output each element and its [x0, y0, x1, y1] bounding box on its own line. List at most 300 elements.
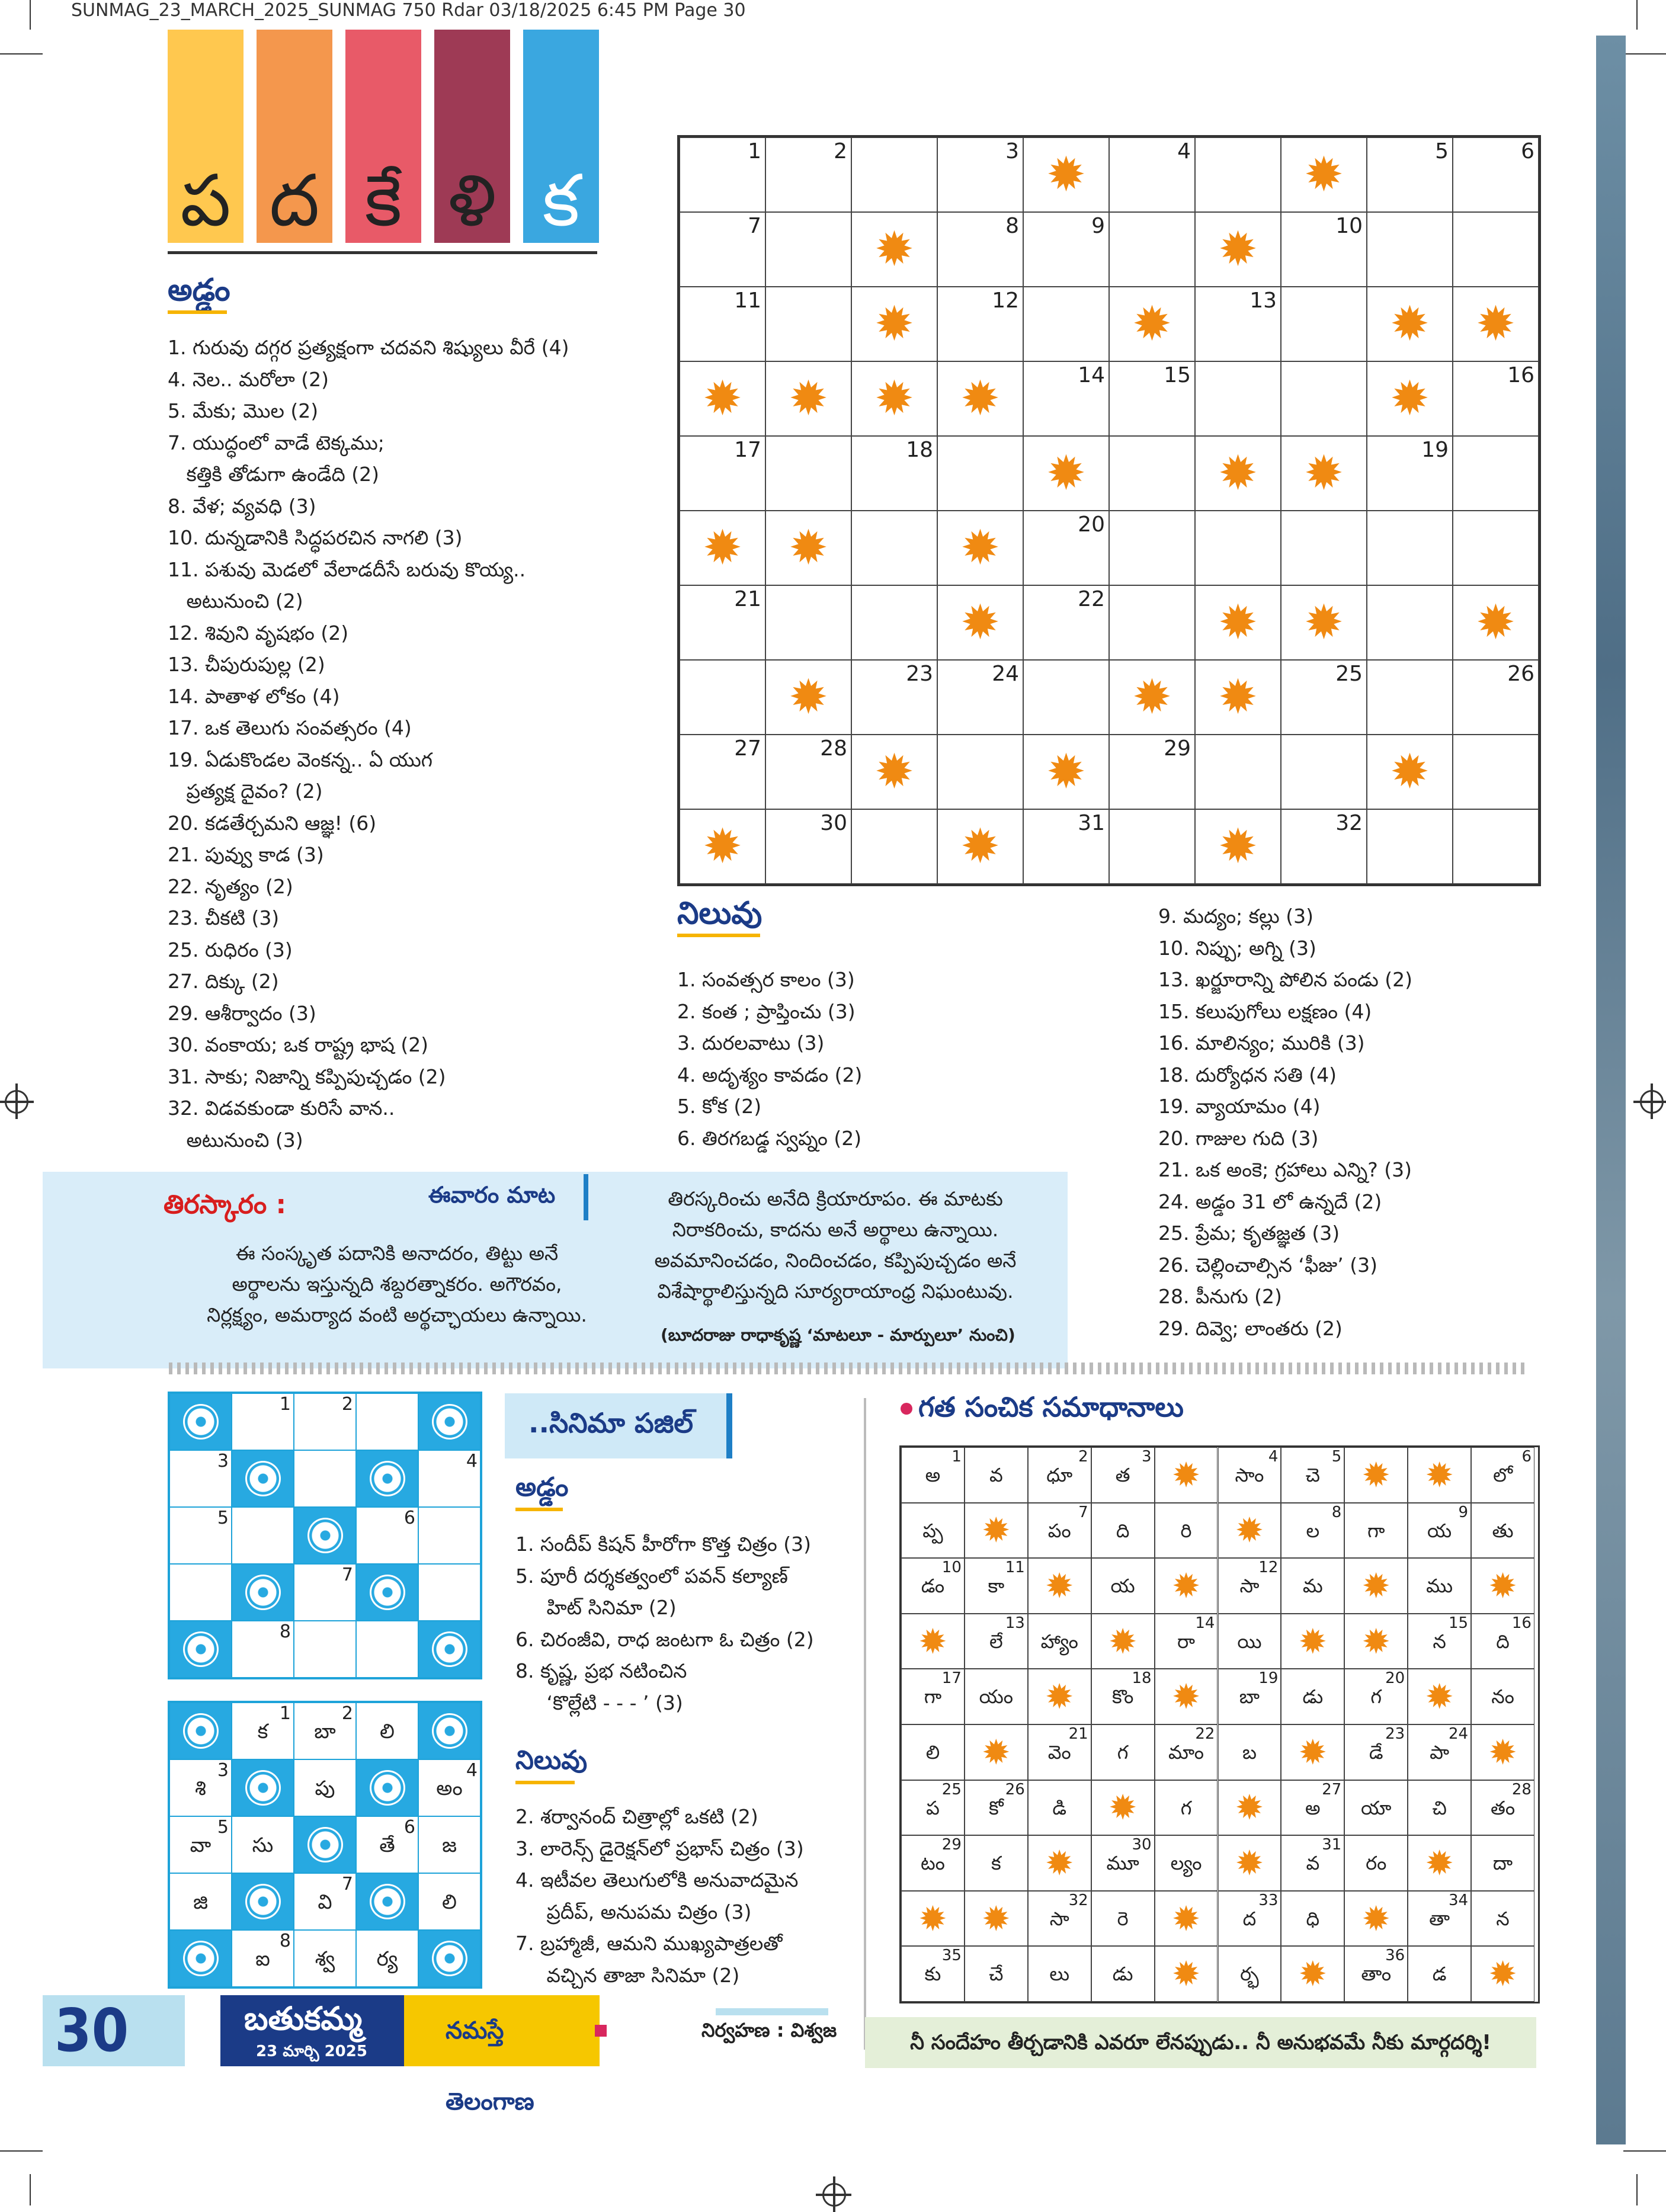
- column-divider: [864, 1398, 866, 2050]
- grid-cell[interactable]: [169, 1450, 232, 1507]
- star-icon: ✹: [788, 520, 829, 575]
- solution-cell: [901, 1669, 965, 1724]
- footer: [43, 1995, 600, 2115]
- grid-cell[interactable]: [294, 1564, 356, 1621]
- answer-letter: బా: [314, 1720, 336, 1743]
- clue-number: 2: [341, 1394, 353, 1415]
- flower-icon: [432, 1941, 467, 1976]
- star-icon: ✹: [960, 371, 1001, 426]
- page-edge-image: [1596, 36, 1626, 2144]
- grid-cell: [356, 1759, 418, 1816]
- heading-underline: [168, 310, 227, 314]
- solution-cell: [1471, 1447, 1534, 1503]
- clue-number: 15: [1448, 1614, 1469, 1632]
- solution-cell: [901, 1614, 965, 1669]
- solution-letter: చె: [1305, 1464, 1320, 1486]
- star-icon: ✹: [874, 371, 915, 426]
- clue-number: 22: [1195, 1725, 1215, 1743]
- clue-line: 14. పాతాళ లోకం (4): [168, 684, 340, 708]
- grid-cell[interactable]: [1023, 809, 1109, 884]
- grid-cell: [1109, 287, 1195, 361]
- grid-cell[interactable]: [1453, 137, 1539, 212]
- grid-cell[interactable]: [680, 735, 765, 809]
- grid-cell: [418, 1703, 480, 1759]
- clue-number: 7: [1078, 1503, 1088, 1521]
- grid-cell: [1453, 287, 1539, 361]
- solution-letter: టం: [920, 1852, 945, 1875]
- star-icon: ✹: [1045, 1842, 1074, 1883]
- flower-icon: [245, 1575, 281, 1610]
- clue-number: 25: [1335, 662, 1363, 686]
- answer-letter: సు: [252, 1833, 274, 1857]
- word-of-week-tag: ఈవారం మాట: [400, 1174, 588, 1220]
- solution-letter: డే: [1369, 1741, 1383, 1764]
- grid-cell: [232, 1703, 294, 1759]
- solution-cell: [901, 1558, 965, 1614]
- grid-cell[interactable]: [1109, 212, 1195, 287]
- grid-cell: [169, 1703, 232, 1759]
- grid-cell[interactable]: [680, 436, 765, 511]
- clue-number: 29: [941, 1836, 962, 1854]
- solution-letter: ము: [1426, 1575, 1453, 1598]
- grid-cell[interactable]: [765, 585, 851, 660]
- solution-letter: యా: [1361, 1796, 1392, 1819]
- star-icon: ✹: [1171, 1676, 1201, 1717]
- clue-line: 17. ఒక తెలుగు సంవత్సరం (4): [168, 716, 412, 739]
- flower-icon: [245, 1770, 281, 1806]
- grid-cell[interactable]: [169, 1564, 232, 1621]
- grid-cell[interactable]: [1281, 735, 1367, 809]
- solution-letter: సా: [1049, 1907, 1069, 1930]
- grid-cell[interactable]: [1281, 212, 1367, 287]
- clue-line: వచ్చిన తాజా సినిమా (2): [515, 1963, 740, 1987]
- grid-cell: [1195, 212, 1281, 287]
- grid-cell[interactable]: [1453, 212, 1539, 287]
- grid-cell: [232, 1930, 294, 1987]
- grid-cell: [294, 1759, 356, 1816]
- star-icon: ✹: [874, 222, 915, 277]
- solution-cell: [901, 1946, 965, 2002]
- star-icon: ✹: [1389, 296, 1430, 351]
- grid-cell[interactable]: [1367, 212, 1453, 287]
- grid-cell[interactable]: [680, 660, 765, 735]
- grid-cell[interactable]: [232, 1507, 294, 1564]
- grid-cell[interactable]: [1023, 361, 1109, 436]
- title-letter: ళి: [448, 160, 496, 242]
- grid-cell: [1281, 137, 1367, 212]
- solution-letter: డ: [1432, 1963, 1447, 1986]
- cinema-down-heading: నిలువు: [515, 1745, 588, 1775]
- flower-icon: [183, 1713, 219, 1749]
- grid-cell[interactable]: [232, 1393, 294, 1450]
- grid-cell[interactable]: [937, 287, 1023, 361]
- answer-letter: జి: [193, 1890, 208, 1914]
- answer-letter: వా: [190, 1833, 212, 1857]
- solution-cell: [901, 1891, 965, 1947]
- grid-cell: [680, 361, 765, 436]
- solution-cell: [1471, 1780, 1534, 1836]
- solution-cell: [1408, 1614, 1471, 1669]
- grid-cell: [356, 1816, 418, 1873]
- answer-letter: లి: [442, 1890, 457, 1914]
- clue-number: 11: [734, 288, 761, 313]
- solution-cell: [1091, 1724, 1155, 1780]
- clue-number: 12: [1258, 1559, 1279, 1577]
- grid-cell: [294, 1873, 356, 1930]
- grid-cell[interactable]: [680, 287, 765, 361]
- grid-cell[interactable]: [1023, 660, 1109, 735]
- solution-letter: గా: [924, 1685, 942, 1708]
- answer-letter: పు: [315, 1777, 335, 1800]
- grid-cell: [294, 1703, 356, 1759]
- clue-line: 26. చెల్లించాల్సిన ‘ఫీజు’ (3): [1158, 1253, 1377, 1277]
- grid-cell: [232, 1564, 294, 1621]
- solution-letter: తా: [1429, 1907, 1450, 1930]
- clue-line: 7. బ్రహ్మాజీ, ఆమని ముఖ్యపాత్రలతో: [515, 1932, 783, 1955]
- solution-cell: [1408, 1503, 1471, 1559]
- grid-cell[interactable]: [356, 1621, 418, 1678]
- solution-letter: యం: [979, 1685, 1014, 1708]
- clue-line: 28. పీనుగు (2): [1158, 1285, 1282, 1308]
- grid-cell[interactable]: [1453, 809, 1539, 884]
- answer-letter: ర్య: [376, 1947, 398, 1971]
- solution-cell: [1344, 1614, 1408, 1669]
- grid-cell[interactable]: [1453, 735, 1539, 809]
- grid-cell: [169, 1816, 232, 1873]
- grid-cell[interactable]: [765, 212, 851, 287]
- star-icon: ✹: [1488, 1565, 1517, 1606]
- grid-cell[interactable]: [851, 436, 937, 511]
- solution-cell: [1155, 1724, 1218, 1780]
- grid-cell[interactable]: [1453, 361, 1539, 436]
- star-icon: ✹: [1108, 1787, 1138, 1828]
- solution-cell: [1218, 1614, 1281, 1669]
- solution-letter: య: [1110, 1575, 1135, 1598]
- grid-cell[interactable]: [765, 735, 851, 809]
- solution-cell: [1028, 1558, 1091, 1614]
- grid-cell[interactable]: [418, 1564, 480, 1621]
- solution-letter: లే: [989, 1630, 1003, 1653]
- grid-cell: [356, 1450, 418, 1507]
- grid-cell[interactable]: [765, 436, 851, 511]
- grid-cell[interactable]: [1281, 511, 1367, 585]
- solution-cell: [1028, 1780, 1091, 1836]
- solution-letter: పా: [1430, 1741, 1450, 1764]
- flower-icon: [183, 1941, 219, 1976]
- grid-cell[interactable]: [1281, 287, 1367, 361]
- grid-cell[interactable]: [851, 585, 937, 660]
- grid-cell[interactable]: [1109, 511, 1195, 585]
- word-meaning-left: ఈ సంస్కృత పదానికి అనాదరం, తిట్టు అనే అర్థాలను ఇస్తున్నది శబ్దరత్నాకరం. అగౌరవం, నిర్లక్ష్యం, అమర్యాద వంటి అర్థచ్ఛాయలు ఉన్నాయి.: [207, 1242, 587, 1326]
- grid-cell[interactable]: [1367, 585, 1453, 660]
- star-icon: ✹: [1389, 744, 1430, 799]
- grid-cell[interactable]: [1109, 735, 1195, 809]
- grid-cell[interactable]: [294, 1621, 356, 1678]
- star-icon: ✹: [1218, 222, 1258, 277]
- grid-cell[interactable]: [1109, 361, 1195, 436]
- cinema-answer-grid: [168, 1701, 482, 1989]
- clue-line: 21. ఒక అంకె; గ్రహాలు ఎన్ని? (3): [1158, 1158, 1412, 1181]
- clue-line: 12. శివుని వృషభం (2): [168, 621, 349, 645]
- answer-letter: లి: [380, 1720, 395, 1743]
- grid-cell[interactable]: [1023, 287, 1109, 361]
- star-icon: ✹: [1235, 1787, 1264, 1828]
- grid-cell: [418, 1393, 480, 1450]
- flower-icon: [183, 1404, 219, 1440]
- grid-cell: [680, 809, 765, 884]
- clue-number: 7: [748, 214, 761, 238]
- solution-cell: [1281, 1503, 1344, 1559]
- solution-cell: [1028, 1946, 1091, 2002]
- star-icon: ✹: [1046, 744, 1087, 799]
- solution-letter: ధూ: [1046, 1464, 1073, 1486]
- solution-letter: లో: [1493, 1464, 1513, 1486]
- grid-cell[interactable]: [294, 1450, 356, 1507]
- grid-cell[interactable]: [1453, 436, 1539, 511]
- grid-cell[interactable]: [1195, 287, 1281, 361]
- solution-cell: [1281, 1669, 1344, 1724]
- solution-grid: [899, 1445, 1540, 2003]
- clue-line: 11. పశువు మెడలో వేలాడదీసే బరువు కొయ్య..: [168, 557, 526, 581]
- flower-icon: [370, 1884, 405, 1919]
- solution-letter: రె: [1117, 1907, 1129, 1930]
- grid-cell: [1195, 660, 1281, 735]
- answer-letter: తే: [379, 1833, 395, 1857]
- clue-number: 3: [217, 1760, 229, 1781]
- solution-cell: [1281, 1614, 1344, 1669]
- clue-number: 10: [941, 1559, 962, 1577]
- grid-cell: [356, 1703, 418, 1759]
- star-icon: ✹: [1218, 669, 1258, 724]
- clue-line: 20. గాజుల గుది (3): [1158, 1126, 1319, 1150]
- grid-cell[interactable]: [294, 1393, 356, 1450]
- solution-letter: న: [1496, 1907, 1510, 1930]
- grid-cell[interactable]: [937, 660, 1023, 735]
- grid-cell[interactable]: [765, 137, 851, 212]
- section-divider: [169, 1363, 1526, 1374]
- grid-cell: [1023, 735, 1109, 809]
- grid-cell: [232, 1873, 294, 1930]
- grid-cell: [169, 1873, 232, 1930]
- grid-cell: [937, 809, 1023, 884]
- clue-number: 6: [403, 1817, 415, 1838]
- clue-line: 20. కడతేర్చమని ఆజ్ఞ! (6): [168, 811, 377, 835]
- flower-icon: [370, 1575, 405, 1610]
- word-meaning-right: తిరస్కరించు అనేది క్రియారూపం. ఈ మాటకు నిరాకరించు, కాదను అనే అర్థాలు ఉన్నాయి. అవమానించడం, నిందించడం, కప్పిపుచ్చడం అనే విశేషార్థాలిస్తున్నది సూర్యరాయాంధ్ర నిఘంటువు.: [654, 1187, 1017, 1303]
- grid-cell[interactable]: [1023, 511, 1109, 585]
- grid-cell[interactable]: [851, 511, 937, 585]
- solution-letter: వెం: [1047, 1741, 1071, 1764]
- grid-cell: [418, 1621, 480, 1678]
- solution-letter: సా: [1239, 1575, 1260, 1598]
- solution-cell: [1155, 1780, 1218, 1836]
- grid-cell[interactable]: [1281, 660, 1367, 735]
- grid-cell: [356, 1873, 418, 1930]
- solution-letter: అ: [925, 1464, 941, 1486]
- clue-line: 4. ఇటీవల తెలుగులోకి అనువాదమైన: [515, 1868, 799, 1892]
- grid-cell[interactable]: [1109, 585, 1195, 660]
- solution-letter: చే: [989, 1963, 1004, 1986]
- grid-cell[interactable]: [418, 1450, 480, 1507]
- grid-cell[interactable]: [851, 137, 937, 212]
- grid-cell[interactable]: [1281, 361, 1367, 436]
- star-icon: ✹: [1235, 1510, 1264, 1551]
- grid-cell[interactable]: [1367, 137, 1453, 212]
- cinema-puzzle-grid[interactable]: [168, 1392, 482, 1679]
- grid-cell[interactable]: [232, 1621, 294, 1678]
- solution-letter: చి: [1432, 1796, 1447, 1819]
- grid-cell[interactable]: [765, 287, 851, 361]
- grid-cell[interactable]: [1023, 212, 1109, 287]
- clue-number: 32: [1068, 1891, 1088, 1909]
- answer-letter: శ్వ: [315, 1947, 335, 1971]
- star-icon: ✹: [1361, 1898, 1391, 1939]
- grid-cell: [851, 287, 937, 361]
- clue-number: 32: [1335, 811, 1363, 835]
- grid-cell: [1453, 585, 1539, 660]
- grid-cell[interactable]: [937, 137, 1023, 212]
- clue-number: 24: [1448, 1725, 1469, 1743]
- flower-icon: [307, 1518, 343, 1553]
- solution-letter: నం: [1491, 1685, 1514, 1708]
- grid-cell[interactable]: [1453, 660, 1539, 735]
- grid-cell[interactable]: [356, 1393, 418, 1450]
- clue-number: 3: [1142, 1448, 1152, 1466]
- star-icon: ✹: [1298, 1621, 1328, 1662]
- grid-cell[interactable]: [1453, 511, 1539, 585]
- grid-cell[interactable]: [851, 809, 937, 884]
- grid-cell[interactable]: [1367, 809, 1453, 884]
- star-icon: ✹: [982, 1510, 1011, 1551]
- solution-heading: గత సంచిక సమాధానాలు: [918, 1391, 1184, 1423]
- star-icon: ✹: [960, 520, 1001, 575]
- grid-cell[interactable]: [937, 436, 1023, 511]
- grid-cell[interactable]: [1367, 436, 1453, 511]
- grid-cell[interactable]: [1195, 511, 1281, 585]
- solution-letter: ల: [1306, 1519, 1320, 1542]
- solution-cell: [1091, 1835, 1155, 1891]
- grid-cell[interactable]: [418, 1507, 480, 1564]
- title-rule: [168, 251, 597, 254]
- clue-line: 1. సంవత్సర కాలం (3): [677, 968, 855, 991]
- star-icon: ✹: [1218, 445, 1258, 501]
- star-icon: ✹: [918, 1621, 947, 1662]
- clue-number: 27: [1322, 1780, 1342, 1799]
- clue-number: 29: [1164, 736, 1191, 761]
- solution-cell: [1408, 1891, 1471, 1947]
- solution-letter: గ: [1180, 1796, 1192, 1819]
- clue-number: 36: [1385, 1947, 1405, 1965]
- grid-cell[interactable]: [356, 1507, 418, 1564]
- solution-cell: [1218, 1891, 1281, 1947]
- clue-number: 26: [1507, 662, 1534, 686]
- title-block: [345, 30, 421, 243]
- clue-number: 28: [1511, 1780, 1532, 1799]
- star-icon: ✹: [960, 819, 1001, 874]
- grid-cell[interactable]: [1195, 361, 1281, 436]
- crossword-grid[interactable]: [677, 135, 1541, 886]
- clue-number: 1: [279, 1703, 291, 1724]
- solution-cell: [1218, 1669, 1281, 1724]
- solution-cell: [1028, 1669, 1091, 1724]
- solution-cell: [1028, 1503, 1091, 1559]
- grid-cell[interactable]: [1023, 585, 1109, 660]
- heading-underline: [515, 1781, 575, 1784]
- clue-line: 22. నృత్యం (2): [168, 874, 293, 898]
- clue-number: 11: [1005, 1559, 1025, 1577]
- solution-cell: [1408, 1780, 1471, 1836]
- grid-cell[interactable]: [169, 1507, 232, 1564]
- solution-cell: [965, 1669, 1028, 1724]
- grid-cell[interactable]: [680, 212, 765, 287]
- solution-cell: [1408, 1558, 1471, 1614]
- grid-cell[interactable]: [1109, 436, 1195, 511]
- grid-cell[interactable]: [1109, 809, 1195, 884]
- solution-cell: [1155, 1946, 1218, 2002]
- solution-cell: [1471, 1946, 1534, 2002]
- grid-cell[interactable]: [1195, 735, 1281, 809]
- grid-cell[interactable]: [680, 585, 765, 660]
- footer-square: [595, 2025, 607, 2037]
- solution-cell: [1091, 1669, 1155, 1724]
- clue-number: 16: [1511, 1614, 1532, 1632]
- grid-cell: [851, 212, 937, 287]
- clue-line: అటునుంచి (3): [168, 1128, 303, 1152]
- title-letter: ద: [269, 160, 320, 242]
- grid-cell: [418, 1759, 480, 1816]
- grid-cell: [169, 1393, 232, 1450]
- clue-line: 16. మాలిన్యం; మురికి (3): [1158, 1031, 1365, 1054]
- grid-cell: [232, 1759, 294, 1816]
- clue-line: 10. దున్నడానికి సిద్ధపరచిన నాగలి (3): [168, 526, 463, 549]
- clue-number: 5: [1435, 139, 1449, 164]
- grid-cell[interactable]: [937, 212, 1023, 287]
- solution-cell: [1344, 1503, 1408, 1559]
- solution-cell: [1155, 1447, 1218, 1503]
- grid-cell[interactable]: [1367, 511, 1453, 585]
- grid-cell[interactable]: [1367, 660, 1453, 735]
- star-icon: ✹: [1488, 1954, 1517, 1995]
- answer-letter: వి: [318, 1890, 332, 1914]
- clue-line: 8. కృష్ణ, ప్రభ నటించిన: [515, 1659, 687, 1682]
- grid-cell[interactable]: [1109, 137, 1195, 212]
- clue-number: 5: [1331, 1448, 1342, 1466]
- grid-cell[interactable]: [1195, 137, 1281, 212]
- solution-cell: [1471, 1669, 1534, 1724]
- solution-letter: కొం: [1111, 1685, 1134, 1708]
- grid-cell[interactable]: [765, 809, 851, 884]
- star-icon: ✹: [1235, 1842, 1264, 1883]
- grid-cell[interactable]: [851, 660, 937, 735]
- clue-number: 4: [1177, 139, 1191, 164]
- cinema-across-clues: [515, 1528, 814, 1719]
- grid-cell[interactable]: [1281, 809, 1367, 884]
- grid-cell[interactable]: [680, 137, 765, 212]
- grid-cell: [765, 660, 851, 735]
- clue-line: 29. దివ్వె; లాంతరు (2): [1158, 1316, 1343, 1340]
- solution-cell: [1344, 1946, 1408, 2002]
- clue-number: 3: [217, 1451, 229, 1472]
- grid-cell[interactable]: [937, 735, 1023, 809]
- star-icon: ✹: [1171, 1454, 1201, 1495]
- solution-cell: [1155, 1558, 1218, 1614]
- solution-cell: [1408, 1447, 1471, 1503]
- clue-number: 9: [1091, 214, 1105, 238]
- solution-letter: ర్భ: [1240, 1963, 1259, 1986]
- star-icon: ✹: [788, 669, 829, 724]
- solution-letter: డు: [1302, 1685, 1324, 1708]
- grid-cell: [232, 1450, 294, 1507]
